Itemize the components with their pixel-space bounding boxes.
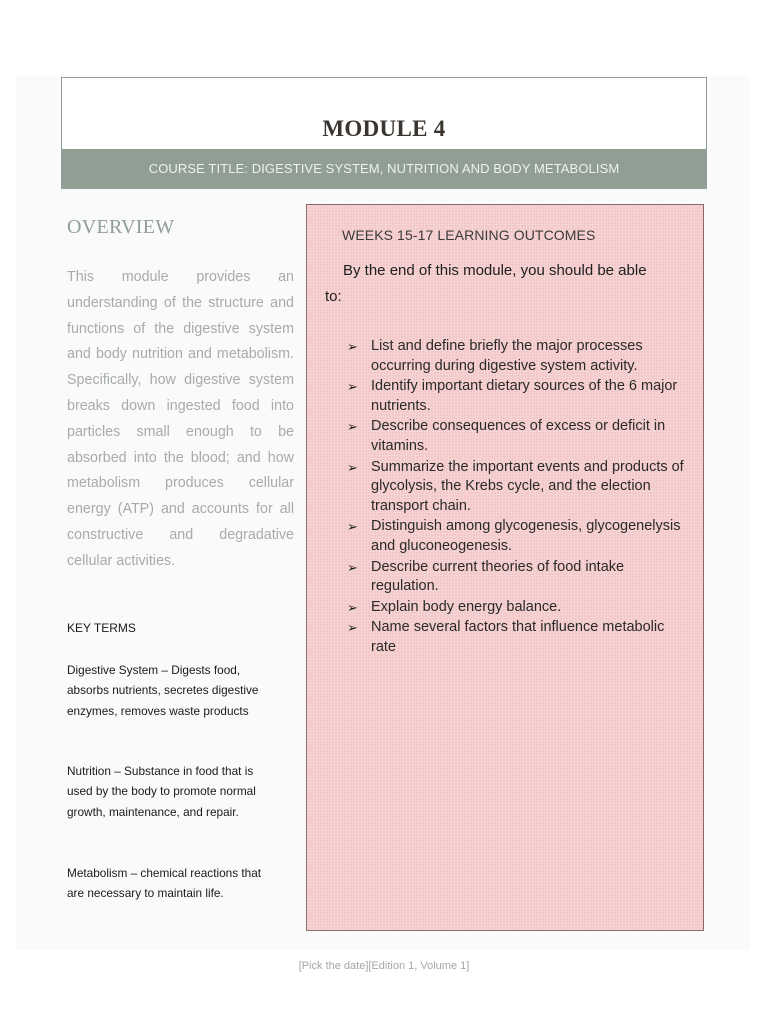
- outcome-item: [347, 377, 687, 416]
- footer-edition-text: [Pick the date][Edition 1, Volume 1]: [298, 960, 470, 972]
- outcome-text: Distinguish among glycogenesis, glycogenelysis and gluconeogenesis.: [371, 518, 681, 554]
- key-term-metabolism: Metabolism – chemical reactions that are necessary to maintain life.: [67, 866, 262, 901]
- module-header: [61, 77, 707, 189]
- outcomes-heading: WEEKS 15-17 LEARNING OUTCOMES: [342, 227, 596, 243]
- outcome-text: Describe consequences of excess or deficit in vitamins.: [371, 418, 666, 454]
- arrow-bullet-icon: ➢: [347, 339, 358, 354]
- overview-text: This module provides an understanding of the structure and functions of the digestive system and body nutrition and metabolism. Specifically, how digestive system breaks down ingested food into particles small enough to be absorbed into the blood; and how metabolism produces cellular energy (ATP) and accounts for all constructive and degradative cellular activities.: [67, 269, 294, 569]
- outcome-text: Name several factors that influence metabolic rate: [371, 619, 665, 655]
- arrow-bullet-icon: ➢: [347, 379, 358, 395]
- outcomes-intro: By the end of this module, you should be able to:: [325, 262, 647, 305]
- outcomes-list: [347, 337, 687, 659]
- arrow-bullet-icon: ➢: [347, 559, 358, 575]
- key-terms-heading: KEY TERMS: [67, 621, 136, 635]
- arrow-bullet-icon: ➢: [347, 459, 358, 475]
- key-term-digestive-system: Digestive System – Digests food, absorbs nutrients, secretes digestive enzymes, removes waste products: [67, 663, 259, 718]
- arrow-bullet-icon: ➢: [347, 599, 358, 615]
- outcome-item: [347, 618, 687, 657]
- outcome-item: [347, 337, 687, 376]
- outcome-text: Identify important dietary sources of the 6 major nutrients.: [371, 378, 678, 414]
- key-term-nutrition: Nutrition – Substance in food that is used by the body to promote normal growth, maintenance, and repair.: [67, 764, 256, 819]
- outcome-text: Explain body energy balance.: [371, 598, 562, 615]
- learning-outcomes-box: [306, 204, 704, 931]
- overview-heading: OVERVIEW: [67, 216, 175, 238]
- outcome-item: [347, 558, 687, 597]
- course-title-band: [62, 149, 706, 188]
- outcome-text: List and define briefly the major processes occurring during digestive system activity.: [371, 338, 643, 374]
- outcome-text: Summarize the important events and products of glycolysis, the Krebs cycle, and the election transport chain.: [371, 458, 684, 514]
- outcome-item: [347, 598, 687, 618]
- arrow-bullet-icon: ➢: [347, 519, 358, 535]
- module-title: MODULE 4: [322, 116, 446, 141]
- outcome-item: [347, 417, 687, 456]
- arrow-bullet-icon: ➢: [347, 620, 358, 636]
- arrow-bullet-icon: ➢: [347, 419, 358, 435]
- course-title: COURSE TITLE: DIGESTIVE SYSTEM, NUTRITION AND BODY METABOLISM: [148, 161, 620, 176]
- outcome-item: [347, 458, 687, 517]
- outcome-text: Describe current theories of food intake regulation.: [371, 558, 625, 595]
- outcome-item: [347, 517, 687, 556]
